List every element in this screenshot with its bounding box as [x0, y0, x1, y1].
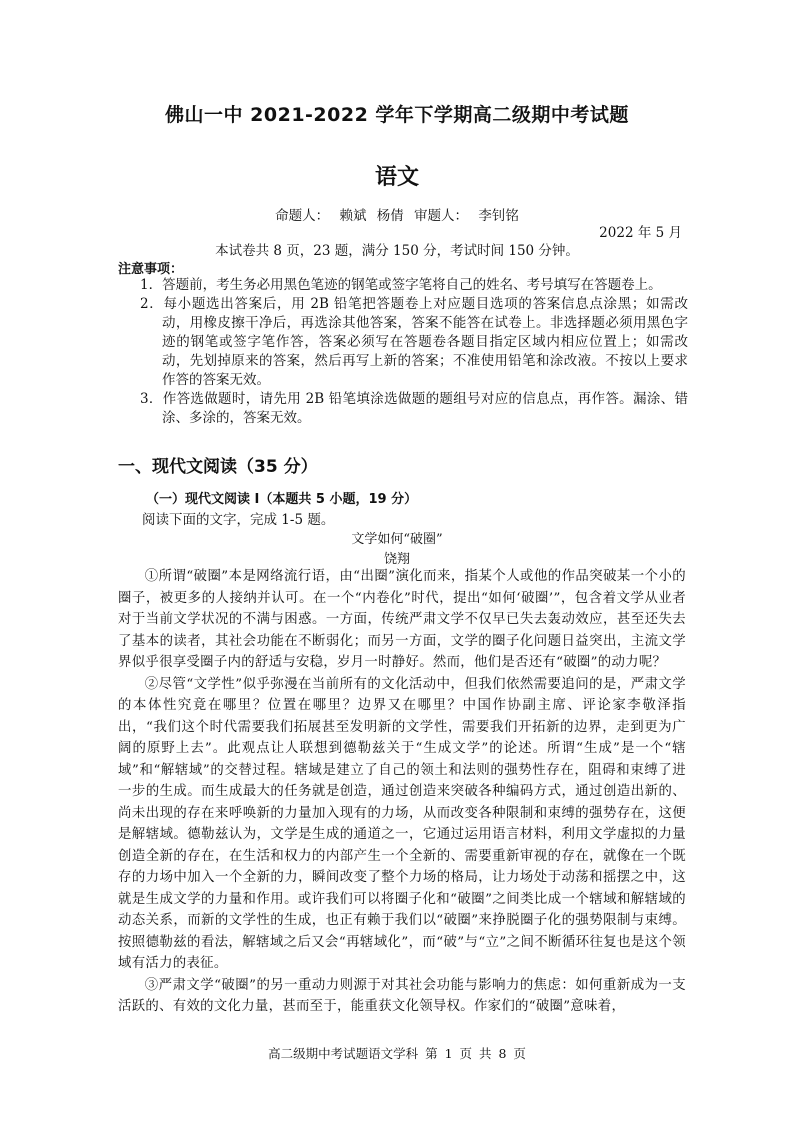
notice-title: 注意事项：	[118, 262, 184, 277]
notice-item: 3．作答选做题时，请先用 2B 铅笔填涂选做题的题组号对应的信息点，再作答。漏涂、错涂、多涂的，答案无效。	[140, 391, 688, 426]
page-footer: 高二级期中考试题语文学科 第 1 页 共 8 页	[268, 1046, 526, 1061]
exam-title: 佛山一中 2021-2022 学年下学期高二级期中考试题	[165, 104, 629, 126]
authors-line: 命题人： 赖斌 杨倩 审题人： 李钊铭	[275, 208, 519, 224]
notice-item: 2．每小题选出答案后，用 2B 铅笔把答题卷上对应题目选项的答案信息点涂黑；如需改动，用橡皮擦干净后，再选涂其他答案，答案不能答在试卷上。非选择题必须用黑色字迹的钢笔或签字笔作答，答案必须写在答题卷各题目指定区域内相应位置上；如需改动，先划掉原来的答案，然后再写上新的答案；不准使用铅笔和涂改液。不按以上要求作答的答案无效。	[140, 296, 688, 388]
section-heading: 一、现代文阅读（35 分）	[118, 457, 318, 477]
article-author: 饶翔	[383, 552, 410, 567]
subsection-heading: （一）现代文阅读 I（本题共 5 小题，19 分）	[146, 492, 418, 507]
exam-info: 本试卷共 8 页，23 题，满分 150 分，考试时间 150 分钟。	[215, 243, 579, 259]
notice-list	[140, 276, 688, 428]
article-body	[118, 566, 686, 1018]
notice-item: 1．答题前，考生务必用黑色笔迹的钢笔或签字笔将自己的姓名、考号填写在答题卷上。	[140, 277, 662, 293]
reading-instruction: 阅读下面的文字，完成 1-5 题。	[142, 512, 335, 528]
article-paragraph: ①所谓“破圈”本是网络流行语，由“出圈”演化而来，指某个人或他的作品突破某一个小的圈子，被更多的人接纳并认可。在一个“内卷化”时代，提出“如何‘破圈’”，包含着文学从业者对于当前文学状况的不满与困惑。一方面，传统严肃文学不仅早已失去轰动效应，甚至还失去了基本的读者，其社会功能在不断弱化；而另一方面，文学的圈子化问题日益突出，主流文学界似乎很享受圈子内的舒适与安稳，岁月一时静好。然而，他们是否还有“破圈”的动力呢？	[118, 569, 686, 670]
article-title: 文学如何“破圈”	[351, 532, 443, 547]
article-paragraph: ③严肃文学“破圈”的另一重动力则源于对其社会功能与影响力的焦虑：如何重新成为一支活跃的、有效的文化力量，甚而至于，能重获文化领导权。作家们的“破圈”意味着，	[118, 977, 686, 1014]
exam-date: 2022 年 5 月	[599, 225, 682, 241]
subject-title: 语文	[374, 165, 419, 190]
article-paragraph: ②尽管“文学性”似乎弥漫在当前所有的文化活动中，但我们依然需要追问的是，严肃文学的本体性究竟在哪里？位置在哪里？边界又在哪里？中国作协副主席、评论家李敬泽指出，“我们这个时代需要我们拓展甚至发明新的文学性，需要我们开拓新的边界，走到更为广阔的原野上去”。此观点让人联想到德勒兹关于“生成文学”的论述。所谓“生成”是一个“辖域”和“解辖域”的交替过程。辖域是建立了自己的领土和法则的强势性存在，阻碍和束缚了进一步的生成。而生成最大的任务就是创造，通过创造来突破各种编码方式，通过创造出新的、尚未出现的存在来呼唤新的力量加入现有的力场，从而改变各种限制和束缚的强势存在，这便是解辖域。德勒兹认为，文学是生成的通道之一，它通过运用语言材料，利用文学虚拟的力量创造全新的存在，在生活和权力的内部产生一个全新的、需要重新审视的存在，就像在一个既存的力场中加入一个全新的力，瞬间改变了整个力场的格局，让力场处于动荡和摇摆之中，这就是生成文学的力量和作用。或许我们可以将圈子化和“破圈”之间类比成一个辖域和解辖域的动态关系，而新的文学性的生成，也正有赖于我们以“破圈”来挣脱圈子化的强势限制与束缚。按照德勒兹的看法，解辖域之后又会“再辖域化”，而“破”与“立”之间不断循环往复也是这个领域有活力的表征。	[118, 676, 686, 971]
